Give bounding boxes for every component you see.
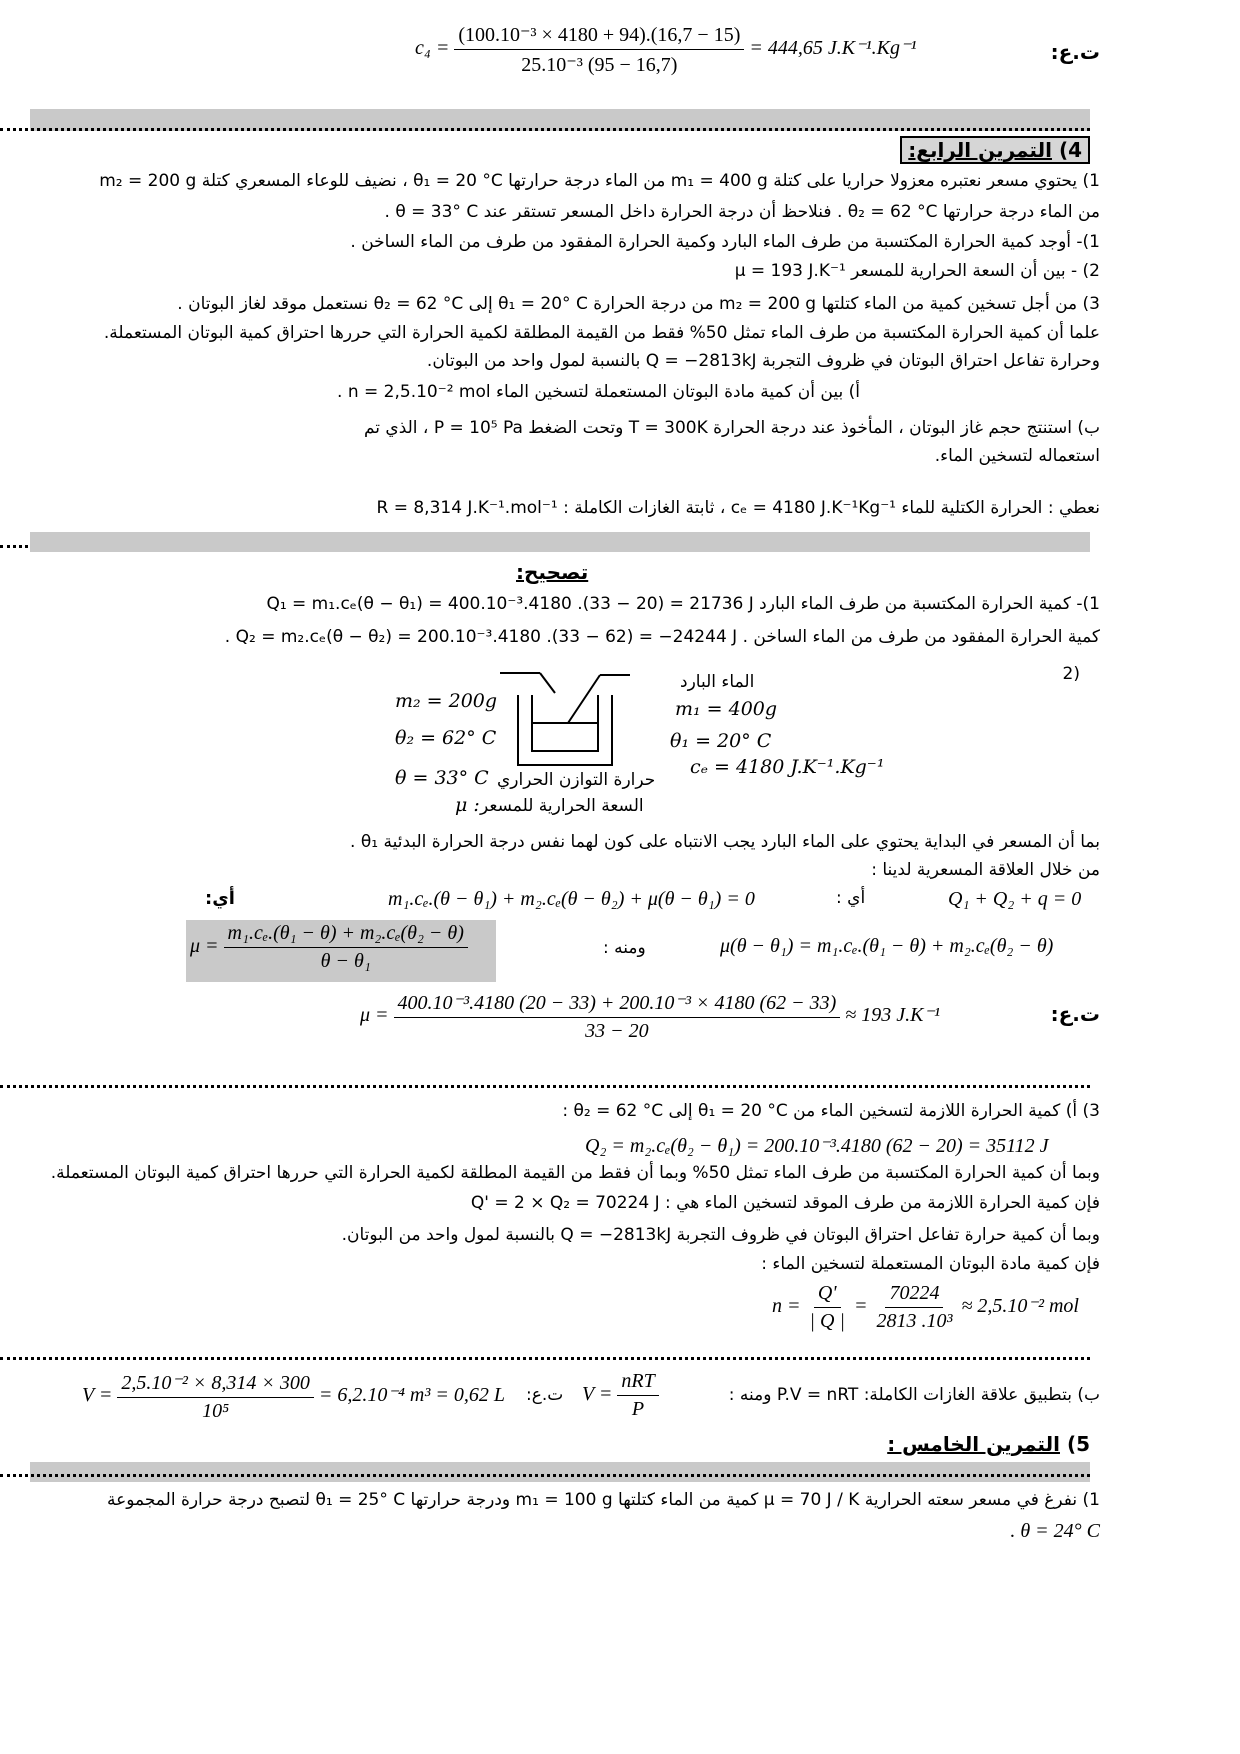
n-f2-numerator: 70224 [885, 1282, 943, 1308]
correction-q2-label: (2 [1062, 664, 1080, 684]
v-numeric-formula [82, 1370, 505, 1423]
c4-formula [415, 22, 917, 77]
dotted-divider [0, 128, 1090, 131]
diagram-theta1: θ₁ = 20° C [670, 730, 772, 752]
diagram-equilibrium-label: حرارة التوازن الحراري [497, 770, 656, 790]
diagram-mu-symbol: μ : [455, 794, 480, 816]
mu-formula [190, 922, 468, 973]
separator-bar [30, 532, 1090, 552]
mu-calc-fraction [394, 990, 841, 1043]
exercise-5-number: 5) [1066, 1432, 1090, 1456]
diagram-m1: m₁ = 400g [675, 698, 778, 720]
dotted-divider [0, 1357, 1090, 1360]
diagram-theta2: θ₂ = 62° C [395, 727, 497, 749]
mu-denominator: θ − θ₁ [320, 950, 371, 972]
dotted-divider [0, 1085, 1090, 1088]
v2-result: = 6,2.10⁻⁴ m³ = 0,62 L [318, 1384, 505, 1407]
correction-q1-line2: كمية الحرارة المفقود من طرف من الماء الساخن . Q₂ = m₂.cₑ(θ − θ₂) = 200.10⁻³.4180 .(33 − 62) = −24244 J . [224, 627, 1100, 647]
n-f2-denominator: 2813 .10³ [876, 1310, 953, 1332]
v2-numerator: 2,5.10⁻² × 8,314 × 300 [117, 1370, 314, 1398]
c4-lhs: c₄ = [415, 37, 450, 60]
c4-fraction [454, 22, 744, 77]
part3-q2-calc: Q₂ = m₂.cₑ(θ₂ − θ₁) = 200.10⁻³.4180 (62 − 20) = 35112 J [585, 1135, 1049, 1157]
correction-text-2: من خلال العلاقة المسعرية لدينا : [871, 860, 1100, 880]
ex4-line-2: من الماء درجة حرارتها θ₂ = 62 °C . فنلاحظ أن درجة الحرارة داخل المسعر تستقر عند θ = 33° C . [384, 202, 1100, 222]
exercise-4-title: التمرين الرابع: [908, 138, 1052, 162]
n-lhs: n = [772, 1295, 801, 1318]
mu-numerator: m₁.cₑ.(θ₁ − θ) + m₂.cₑ(θ₂ − θ) [224, 922, 468, 948]
v-formula [582, 1370, 659, 1421]
correction-q1-line1: 1)- كمية الحرارة المكتسبة من طرف الماء البارد Q₁ = m₁.cₑ(θ − θ₁) = 400.10⁻³.4180 .(33 − 20) = 21736 J [266, 594, 1100, 614]
n-f1-numerator: Q' [814, 1282, 841, 1308]
te-label-top: ت.ع: [1050, 40, 1100, 64]
calorimetry-eq-3: μ(θ − θ₁) = m₁.cₑ.(θ₁ − θ) + m₂.cₑ(θ₂ − θ) [720, 935, 1054, 957]
v-lhs: V = [582, 1383, 613, 1406]
mu-numeric-formula: μ = $\frac{\text{400.10⁻³.4180 (20 − 33) + 200.10⁻³ × 4180 (62 − 33)}}{33 - 20}$ ≈ 193 J.K⁻¹ [360, 992, 941, 1042]
te-label-v: ت.ع: [526, 1385, 564, 1405]
exercise-4-heading [900, 138, 1090, 162]
pointer-arrow [540, 673, 555, 693]
ex5-line-2: . θ = 24° C [1010, 1520, 1100, 1542]
n-f1-denominator: | Q | [809, 1310, 845, 1332]
ex4-line-4: 2) - بين أن السعة الحرارية للمسعر μ = 193 J.K⁻¹ [734, 261, 1100, 281]
ex4-line-9: ب) استنتج حجم غاز البوتان ، المأخوذ عند درجة الحرارة T = 300K وتحت الضغط P = 10⁵ Pa ، الذي تم [363, 418, 1100, 438]
v-denominator: P [631, 1398, 645, 1420]
part3-line-3: وبما أن كمية الحرارة المكتسبة من طرف الماء تمثل 50% وبما أن فقط من القيمة المطلقة لكمية الحرارة التي حررها احتراق كمية البوتان المستعملة. [50, 1163, 1100, 1183]
ay-label-2: أي: [205, 888, 235, 909]
v2-denominator: 10⁵ [202, 1400, 230, 1422]
c4-numerator: (100.10⁻³ × 4180 + 94).(16,7 − 15) [454, 22, 744, 50]
c4-denominator: 25.10⁻³ (95 − 16,7) [521, 54, 678, 76]
ex4-line-7: وحرارة تفاعل احتراق البوتان في ظروف التجربة Q = −2813kJ بالنسبة لمول واحد من البوتان. [426, 351, 1100, 371]
exercise-5-title: التمرين الخامس : [887, 1432, 1060, 1456]
n-fraction-2 [872, 1282, 956, 1333]
ex4-line-1: 1) يحتوي مسعر نعتبره معزولا حراريا على كتلة m₁ = 400 g من الماء درجة حرارتها θ₁ = 20 °C ، نضيف للوعاء المسعري كتلة m₂ = 200 g [99, 171, 1100, 191]
n-result: ≈ 2,5.10⁻² mol [961, 1295, 1079, 1318]
mu-calc-result: ≈ 193 J.K⁻¹ [845, 1004, 941, 1027]
v-fraction [617, 1370, 658, 1421]
exercise-5-heading [887, 1432, 1090, 1456]
ex4-line-6: علما أن كمية الحرارة المكتسبة من طرف الماء تمثل 50% فقط من القيمة المطلقة لكمية الحرارة التي حررها احتراق كمية البوتان المستعملة. [103, 323, 1100, 343]
part3-line-5: وبما أن كمية حرارة تفاعل احتراق البوتان في ظروف التجربة Q = −2813kJ بالنسبة لمول واحد من البوتان. [341, 1225, 1100, 1245]
mu-calc-numerator: 400.10⁻³.4180 (20 − 33) + 200.10⁻³ × 4180 (62 − 33) [394, 990, 841, 1018]
diagram-cold-water-label: الماء البارد [680, 672, 755, 692]
partb-text: ب) بتطبيق علاقة الغازات الكاملة: P.V = nRT ومنه : [728, 1385, 1100, 1405]
calorimeter-diagram [480, 665, 630, 775]
ex4-line-8: أ) بين أن كمية مادة البوتان المستعملة لتسخين الماء n = 2,5.10⁻² mol . [337, 382, 860, 402]
separator-bar [30, 1462, 1090, 1482]
mu-lhs: μ = [190, 935, 219, 958]
calorimetry-eq-2: m₁.cₑ.(θ − θ₁) + m₂.cₑ(θ − θ₂) + μ(θ − θ₁) = 0 [388, 888, 755, 910]
v2-lhs: V = [82, 1384, 113, 1407]
ex4-line-10: استعماله لتسخين الماء. [934, 446, 1100, 466]
v-numerator: nRT [617, 1370, 658, 1396]
diagram-m2: m₂ = 200g [395, 690, 498, 712]
n-equals: = [853, 1295, 868, 1318]
n-fraction-1 [806, 1282, 849, 1333]
c4-result: = 444,65 J.K⁻¹.Kg⁻¹ [749, 37, 917, 60]
v2-fraction [117, 1370, 314, 1423]
part3-line-1: 3) أ) كمية الحرارة اللازمة لتسخين الماء من θ₁ = 20 °C إلى θ₂ = 62 °C : [562, 1101, 1100, 1121]
ex4-line-3: 1)- أوجد كمية الحرارة المكتسبة من طرف الماء البارد وكمية الحرارة المفقود من طرف من الماء الساخن . [350, 232, 1100, 252]
mu-fraction [224, 922, 468, 973]
dotted-divider [0, 1474, 1090, 1477]
ay-label: أي : [836, 888, 866, 908]
correction-text-1: بما أن المسعر في البداية يحتوي على الماء البارد يجب الانتباه على كون لهما نفس درجة الحرارة البدئية θ₁ . [350, 832, 1100, 852]
wa-minhu-label: ومنه : [603, 938, 646, 958]
part3-line-6: فإن كمية مادة البوتان المستعملة لتسخين الماء : [761, 1254, 1100, 1274]
ex4-line-5: 3) من أجل تسخين كمية من الماء كتلتها m₂ = 200 g من درجة الحرارة θ₁ = 20° C إلى θ₂ = 62 °C نستعمل موقد لغاز البوتان . [177, 294, 1100, 314]
diagram-ce: cₑ = 4180 J.K⁻¹.Kg⁻¹ [690, 756, 885, 778]
ex4-givens: نعطي : الحرارة الكتلية للماء cₑ = 4180 J.K⁻¹Kg⁻¹ ، ثابتة الغازات الكاملة : R = 8,314 J.K⁻¹.mol⁻¹ [376, 498, 1100, 518]
mu-calc-denominator: 33 − 20 [585, 1020, 649, 1042]
te-label-mu: ت.ع: [1050, 1002, 1100, 1026]
pointer-arrow-2 [568, 675, 600, 723]
calorimetry-eq-1: Q₁ + Q₂ + q = 0 [948, 888, 1082, 910]
diagram-theta: θ = 33° C [395, 767, 489, 789]
exercise-4-number: 4) [1058, 138, 1082, 162]
n-formula [772, 1282, 1079, 1333]
part3-line-4: فإن كمية الحرارة اللازمة من طرف الموقد لتسخين الماء هي : Q' = 2 × Q₂ = 70224 J [470, 1193, 1100, 1213]
diagram-mu-label: السعة الحرارية للمسعر [480, 796, 644, 816]
ex5-line-1: 1) نفرغ في مسعر سعته الحرارية μ = 70 J / K كمية من الماء كتلتها m₁ = 100 g ودرجة حرارتها θ₁ = 25° C لتصبح درجة حرارة المجموعة [106, 1490, 1100, 1510]
correction-title: تصحيح: [516, 560, 589, 584]
